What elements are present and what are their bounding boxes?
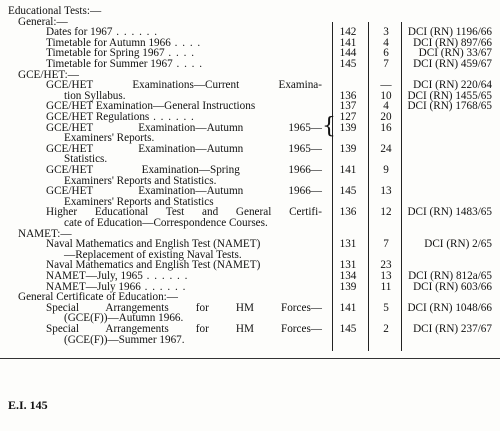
dci-reference: DCI (RN) 33/67 [418, 47, 492, 60]
dci-reference: DCI (RN) 812a/65 [408, 270, 492, 282]
entry-text: General Certificate of Education:— [18, 291, 178, 304]
entry-text: Timetable for Summer 1967 . . . . [46, 58, 204, 70]
item-number: 23 [380, 259, 392, 272]
item-number: 13 [380, 185, 392, 198]
item-number: 4 [383, 36, 389, 49]
page-footer: E.I. 145 [8, 398, 48, 412]
leader-dots: . . . . . . [149, 111, 195, 123]
item-number: 10 [380, 89, 392, 102]
dci-reference: DCI (RN) 603/66 [413, 280, 492, 293]
entry-text: —Replacement of existing Naval Tests. [64, 248, 242, 261]
item-number: 11 [380, 280, 392, 293]
entry-text: tion Syllabus. [64, 89, 126, 102]
issue-number: 141 [339, 164, 357, 176]
dci-reference: DCI (RN) 1196/66 [407, 26, 492, 39]
entry-text: GCE/HET Examination—Autumn 1966— [46, 185, 322, 198]
issue-number: 144 [339, 47, 357, 60]
entry-text: (GCE(F))—Autumn 1966. [64, 312, 184, 325]
entry-text: Statistics. [64, 153, 108, 166]
entry-text: Examiners' Reports and Statistics [64, 195, 214, 208]
entry-text: Special Arrangements for HM Forces— [46, 301, 322, 314]
item-number: 12 [380, 206, 392, 219]
issue-number: 131 [339, 259, 357, 272]
entry-text: GCE/HET Examination—Spring 1966— [46, 164, 322, 176]
entry-text: Naval Mathematics and English Test (NAMET) [46, 259, 261, 272]
entry-text: Examiners' Reports. [64, 132, 155, 145]
entry-text: (GCE(F))—Summer 1967. [64, 333, 185, 346]
dci-reference: DCI (RN) 1048/66 [407, 301, 492, 314]
issue-number: 139 [339, 121, 357, 134]
dci-reference: DCI (RN) 220/64 [413, 79, 492, 92]
issue-number: 145 [339, 58, 357, 70]
brace-symbol: { [322, 114, 336, 139]
issue-number: 136 [339, 206, 357, 219]
entry-text: NAMET—July, 1965 . . . . . . [46, 270, 189, 282]
item-number: 16 [380, 121, 392, 134]
dci-reference: DCI (RN) 1483/65 [407, 206, 492, 219]
entry-text: Timetable for Autumn 1966 . . . . [46, 36, 202, 49]
entry-text: cate of Education—Correspondence Courses. [64, 217, 268, 229]
issue-number: 139 [339, 280, 357, 293]
dci-reference: DCI (RN) 1455/65 [407, 89, 492, 102]
column-divider-left [332, 22, 333, 351]
item-number: 5 [383, 301, 389, 314]
dci-reference: DCI (RN) 1768/65 [407, 100, 492, 113]
entry-text: Examiners' Reports and Statistics. [64, 174, 217, 187]
dci-reference: DCI (RN) 459/67 [413, 58, 492, 70]
item-number: 4 [383, 100, 389, 113]
issue-number: 145 [339, 323, 357, 335]
entry-text: Naval Mathematics and English Test (NAMET) [46, 238, 261, 251]
entry-text: GCE/HET Regulations . . . . . . [46, 111, 195, 123]
leader-dots: . . . . [172, 58, 204, 70]
item-number: 7 [383, 238, 389, 251]
entry-text: General:— [18, 15, 68, 28]
item-number: 3 [383, 26, 389, 39]
issue-number: 141 [339, 36, 357, 49]
leader-dots: . . . . [164, 47, 195, 60]
entry-text: NAMET—July 1966 . . . . . . [46, 280, 187, 293]
entry-text: GCE/HET Examinations—Current Examina- [46, 79, 322, 92]
entry-text: NAMET:— [18, 227, 72, 240]
item-number: 24 [380, 142, 392, 155]
entry-text: GCE/HET Examination—Autumn 1965— [46, 142, 322, 155]
issue-number: 137 [339, 100, 357, 113]
item-number: 6 [383, 47, 389, 60]
issue-number: 134 [339, 270, 357, 282]
item-number: — [380, 79, 392, 92]
issue-number: 141 [339, 301, 357, 314]
entry-text: GCE/HET Examination—Autumn 1965— [46, 121, 322, 134]
item-number: 2 [383, 323, 389, 335]
entry-text: Special Arrangements for HM Forces— [46, 323, 322, 335]
issue-number: 139 [339, 142, 357, 155]
issue-number: 145 [339, 185, 357, 198]
dci-reference: DCI (RN) 897/66 [413, 36, 492, 49]
item-number: 7 [383, 58, 389, 70]
leader-dots: . . . . . . [112, 26, 159, 39]
entry-text: Dates for 1967 . . . . . . [46, 26, 159, 39]
entry-text: GCE/HET:— [18, 68, 79, 81]
entry-text: Timetable for Spring 1967 . . . . [46, 47, 195, 60]
item-number: 13 [380, 270, 392, 282]
leader-dots: . . . . . . [142, 270, 189, 282]
leader-dots: . . . . . . [140, 280, 187, 293]
item-number: 9 [383, 164, 389, 176]
issue-number: 142 [339, 26, 357, 39]
issue-number: 131 [339, 238, 357, 251]
item-number: 20 [380, 111, 392, 123]
entry-text: GCE/HET Examination—General Instructions [46, 100, 256, 113]
leader-dots: . . . . [170, 36, 202, 49]
page-rule [0, 358, 500, 359]
column-divider-middle [368, 22, 369, 351]
issue-number: 136 [339, 89, 357, 102]
issue-number: 127 [339, 111, 357, 123]
entry-text: Educational Tests:— [8, 5, 102, 17]
dci-reference: DCI (RN) 237/67 [413, 323, 492, 335]
column-divider-right [401, 22, 402, 351]
dci-reference: DCI (RN) 2/65 [424, 238, 492, 251]
entry-text: Higher Educational Test and General Certifi- [46, 206, 322, 219]
